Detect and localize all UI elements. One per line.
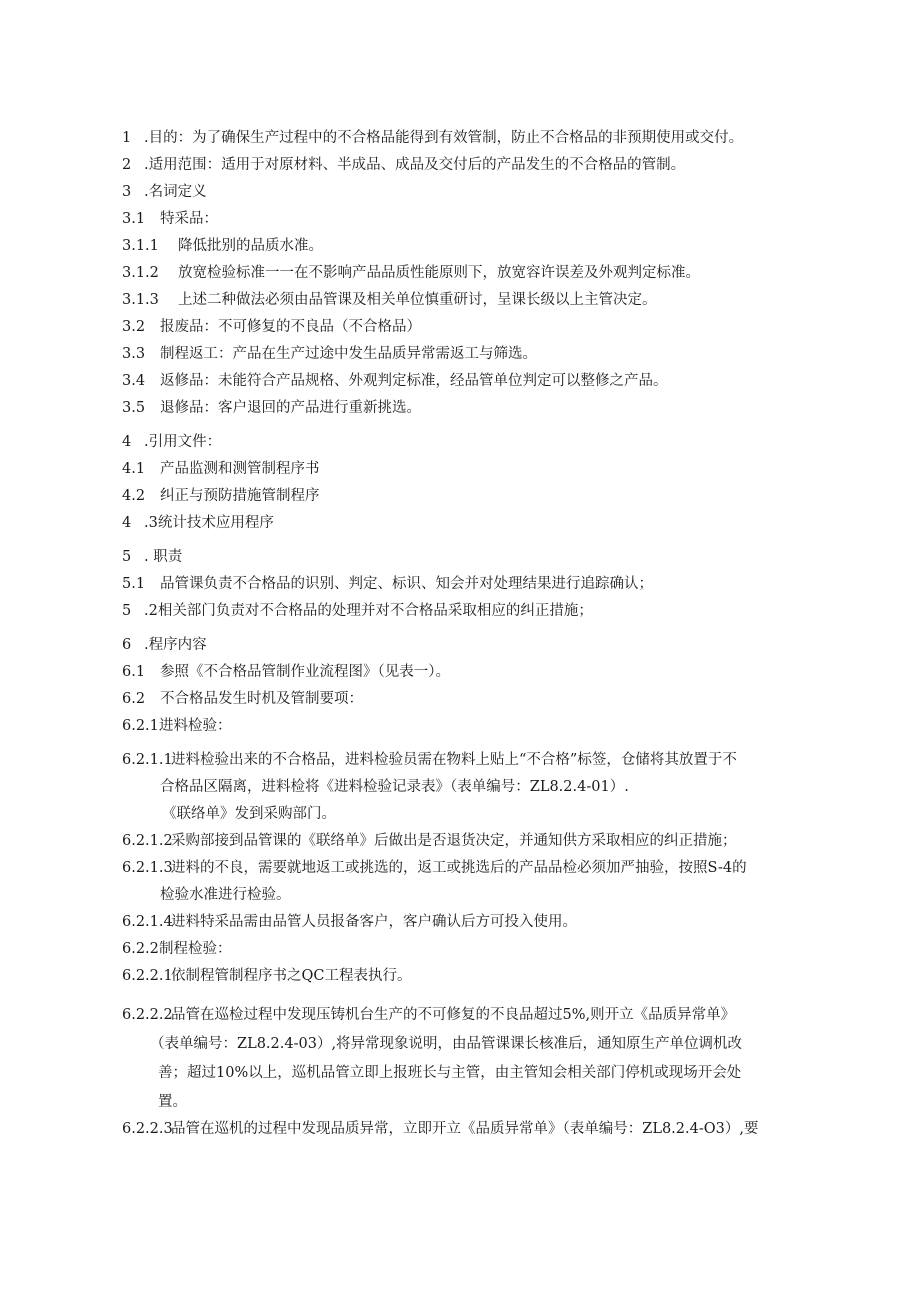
item-3-1 [0, 208, 920, 230]
item-3-1-1 [0, 235, 920, 257]
item-6-2-1-1-cont [0, 776, 920, 798]
section-5-responsibilities [0, 546, 920, 568]
item-text: 品管在巡机的过程中发现品质异常，立即开立《品质异常单》（表单编号：ZL8.2.4-O3）,要 [171, 1121, 759, 1137]
item-text: 进料检验： [159, 718, 232, 734]
item-text: 制程返工：产品在生产过途中发生品质异常需返工与筛选。 [160, 346, 537, 362]
item-number: 6.1 [122, 664, 146, 680]
item-5-2 [0, 600, 920, 622]
item-number: 6.2.1.1 [122, 752, 173, 768]
item-6-2-2 [0, 938, 920, 960]
item-3-1-3 [0, 289, 920, 311]
item-text: . 职责 [144, 549, 183, 565]
item-number: 5 [122, 603, 132, 619]
item-number: 6.2.2 [122, 941, 159, 957]
item-text: 善；超过10%以上，巡机品管立即上报班长与主管，由主管知会相关部门停机或现场开会处 [158, 1065, 742, 1081]
item-6-2-1-1 [0, 749, 920, 771]
item-6-2 [0, 688, 920, 710]
item-number: 4 [122, 434, 132, 450]
item-6-2-1-3 [0, 857, 920, 879]
item-text: 合格品区隔离，进料检将《进料检验记录表》（表单编号：ZL8.2.4-01）. [160, 779, 629, 795]
item-5-1 [0, 573, 920, 595]
item-4-3 [0, 512, 920, 534]
item-3-1-2 [0, 262, 920, 284]
item-number: 3.3 [122, 346, 146, 362]
item-6-2-2-2-cont [0, 1062, 920, 1084]
item-text: .2相关部门负责对不合格品的处理并对不合格品采取相应的纠正措施； [144, 603, 593, 619]
section-6-procedure [0, 634, 920, 656]
item-text: 制程检验： [159, 941, 232, 957]
item-text: 置。 [158, 1094, 187, 1110]
item-6-2-1-1-cont [0, 803, 920, 825]
item-number: 3.1.3 [122, 292, 159, 308]
item-text: .3统计技术应用程序 [144, 515, 274, 531]
item-4-1 [0, 458, 920, 480]
item-number: 6.2.2.2 [122, 1007, 173, 1023]
item-text: 返修品：未能符合产品规格、外观判定标准，经品管单位判定可以整修之产品。 [160, 373, 668, 389]
item-text: 进料特采品需由品管人员报备客户，客户确认后方可投入使用。 [171, 914, 577, 930]
item-text: （表单编号：ZL8.2.4-03）,将异常现象说明，由品管课课长核准后，通知原生产单位调机改 [150, 1036, 743, 1052]
section-1-purpose [0, 127, 920, 149]
item-number: 1 [122, 130, 132, 146]
item-text: 进料的不良，需要就地返工或挑选的，返工或挑选后的产品品检必须加严抽验，按照S-4的 [171, 860, 747, 876]
item-number: 2 [122, 157, 132, 173]
item-number: 3.2 [122, 319, 146, 335]
item-6-2-2-3 [0, 1118, 920, 1140]
item-number: 6.2 [122, 691, 146, 707]
item-number: 6.2.1.4 [122, 914, 173, 930]
item-number: 6.2.2.3 [122, 1121, 173, 1137]
item-number: 6.2.2.1 [122, 968, 173, 984]
item-text: 产品监测和测管制程序书 [160, 461, 320, 477]
section-4-references [0, 431, 920, 453]
item-text: .名词定义 [144, 184, 207, 200]
item-number: 5.1 [122, 576, 146, 592]
item-text: .适用范围：适用于对原材料、半成品、成品及交付后的产品发生的不合格品的管制。 [144, 157, 686, 173]
item-number: 4.2 [122, 488, 146, 504]
item-number: 3 [122, 184, 132, 200]
item-number: 6.2.1.3 [122, 860, 173, 876]
item-text: 报废品：不可修复的不良品（不合格品） [160, 319, 421, 335]
section-2-scope [0, 154, 920, 176]
item-text: .目的：为了确保生产过程中的不合格品能得到有效管制，防止不合格品的非预期使用或交付。 [144, 130, 744, 146]
item-4-2 [0, 485, 920, 507]
item-text: 品管课负责不合格品的识别、判定、标识、知会并对处理结果进行追踪确认； [160, 576, 653, 592]
item-number: 3.1.2 [122, 265, 159, 281]
item-6-2-1-3-cont [0, 884, 920, 906]
item-number: 3.4 [122, 373, 146, 389]
item-6-2-1-4 [0, 911, 920, 933]
item-6-2-2-1 [0, 965, 920, 987]
item-3-3 [0, 343, 920, 365]
item-6-2-2-2-cont [0, 1033, 920, 1055]
item-text: 上述二种做法必须由品管课及相关单位慎重研讨，呈课长级以上主管决定。 [178, 292, 657, 308]
item-text: 进料检验出来的不合格品，进料检验员需在物料上贴上“不合格”标签，仓储将其放置于不 [171, 752, 737, 768]
item-number: 4 [122, 515, 132, 531]
section-3-definitions [0, 181, 920, 203]
item-text: 不合格品发生时机及管制要项： [160, 691, 363, 707]
item-text: 采购部接到品管课的《联络单》后做出是否退货决定，并通知供方采取相应的纠正措施； [171, 833, 737, 849]
item-6-2-1 [0, 715, 920, 737]
item-number: 3.1.1 [122, 238, 159, 254]
item-text: 特采品： [160, 211, 218, 227]
item-6-2-1-2 [0, 830, 920, 852]
item-text: 检验水准进行检验。 [160, 887, 291, 903]
item-text: .引用文件： [144, 434, 222, 450]
item-text: 依制程管制程序书之QC工程表执行。 [171, 968, 412, 984]
item-3-5 [0, 397, 920, 419]
item-text: 《联络单》发到采购部门。 [162, 806, 336, 822]
item-text: 纠正与预防措施管制程序 [160, 488, 320, 504]
item-number: 6.2.1 [122, 718, 159, 734]
item-number: 3.1 [122, 211, 146, 227]
item-text: 参照《不合格品管制作业流程图》（见表一）。 [160, 664, 450, 680]
item-6-2-2-2 [0, 1004, 920, 1026]
item-number: 6.2.1.2 [122, 833, 173, 849]
item-number: 4.1 [122, 461, 146, 477]
item-text: 退修品：客户退回的产品进行重新挑选。 [160, 400, 421, 416]
item-number: 3.5 [122, 400, 146, 416]
item-3-4 [0, 370, 920, 392]
item-3-2 [0, 316, 920, 338]
item-6-2-2-2-cont [0, 1091, 920, 1113]
item-text: 降低批别的品质水准。 [178, 238, 323, 254]
item-text: .程序内容 [144, 637, 207, 653]
item-text: 放宽检验标准一一在不影响产品品质性能原则下，放宽容许误差及外观判定标准。 [178, 265, 700, 281]
item-text: 品管在巡检过程中发现压铸机台生产的不可修复的不良品超过5%,则开立《品质异常单》 [171, 1007, 736, 1023]
item-6-1 [0, 661, 920, 683]
item-number: 5 [122, 549, 132, 565]
item-number: 6 [122, 637, 132, 653]
